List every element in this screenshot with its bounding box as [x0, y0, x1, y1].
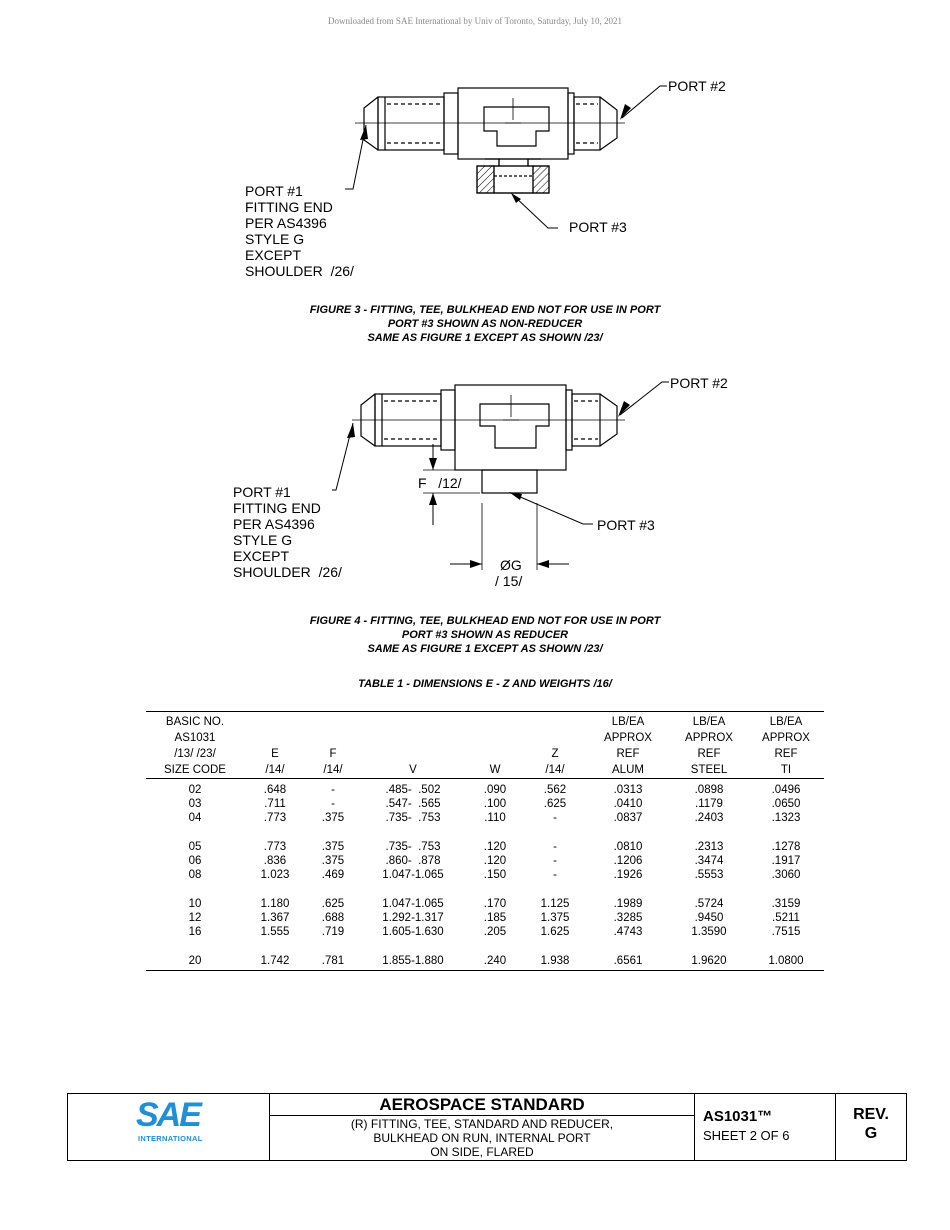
document-description: [270, 1117, 694, 1159]
table-cell: 10: [188, 898, 202, 910]
table-cell: .836: [263, 855, 287, 867]
sae-logo-subtitle: INTERNATIONAL: [138, 1134, 203, 1143]
description-line: ON SIDE, FLARED: [430, 1145, 534, 1159]
table-cell: .4743: [613, 926, 643, 938]
table-cell: 1.180: [260, 898, 290, 910]
table-cell: .0837: [613, 812, 643, 824]
column-header-line: LB/EA: [611, 716, 645, 728]
column-header-line: TI: [780, 764, 792, 776]
column-header-line: STEEL: [690, 764, 728, 776]
table-cell: .5553: [694, 869, 724, 881]
table-cell: .205: [483, 926, 507, 938]
column-header-line: REF: [697, 748, 721, 760]
table-cell: 05: [188, 841, 202, 853]
table-cell: -: [553, 812, 557, 824]
table-cell: .9450: [694, 912, 724, 924]
logo-cell: [68, 1094, 270, 1160]
table-cell: .7515: [771, 926, 801, 938]
document-number-cell: [695, 1094, 836, 1160]
column-header-line: [244, 730, 306, 746]
table-cell: 1.047-1.065: [382, 869, 444, 881]
revision-label: REV.: [853, 1106, 889, 1123]
callout-line: PORT #1: [245, 183, 303, 199]
table-cell: .100: [483, 798, 507, 810]
table-cell: .170: [483, 898, 507, 910]
table-header-row: [146, 712, 824, 779]
description-cell: [270, 1094, 695, 1160]
column-header-line: F: [329, 748, 337, 760]
table-cell: .773: [263, 841, 287, 853]
table-cell: 12: [188, 912, 202, 924]
table-row: [146, 925, 824, 939]
table-cell: .5724: [694, 898, 724, 910]
table-cell: .1989: [613, 898, 643, 910]
callout-line: SHOULDER /26/: [245, 263, 354, 279]
column-header: [670, 712, 748, 779]
table-cell: .6561: [586, 939, 670, 971]
column-header-line: REF: [616, 748, 640, 760]
table-row: [146, 939, 824, 971]
column-header-line: /13/ /23/: [174, 748, 216, 760]
table-cell: .1179: [695, 798, 723, 810]
table-cell: .1926: [613, 869, 643, 881]
table-cell: .375: [321, 812, 345, 824]
table-cell: .3285: [613, 912, 643, 924]
callout-line: STYLE G: [233, 532, 293, 548]
table-row: [146, 825, 824, 854]
table-cell: 1.855-1.880: [360, 939, 466, 971]
column-header-line: [466, 730, 524, 746]
column-header-line: APPROX: [685, 732, 733, 744]
column-header-line: APPROX: [762, 732, 810, 744]
description-line: (R) FITTING, TEE, STANDARD AND REDUCER,: [350, 1117, 614, 1131]
table-cell: 1.625: [540, 926, 570, 938]
table-cell: .0496: [771, 784, 801, 796]
table-cell: 1.605-1.630: [382, 926, 444, 938]
document-number: AS1031™: [703, 1108, 773, 1125]
table-cell: -: [331, 798, 335, 810]
table-cell: 1.367: [260, 912, 290, 924]
table-cell: .485- .502: [385, 784, 441, 796]
column-header: [360, 712, 466, 779]
sae-logo: SAE: [136, 1096, 200, 1134]
column-header-line: LB/EA: [692, 716, 726, 728]
table-cell: 1.125: [540, 898, 570, 910]
table-cell: .735- .753: [385, 812, 441, 824]
table-cell: .2313: [694, 841, 724, 853]
table-cell: 1.292-1.317: [382, 912, 444, 924]
column-header-line: SIZE CODE: [164, 764, 226, 776]
figure-4-port-3-label: PORT #3: [597, 517, 655, 533]
table-cell: .0898: [694, 784, 724, 796]
table-cell: .625: [543, 798, 567, 810]
table-cell: -: [553, 841, 557, 853]
table-cell: 06: [188, 855, 202, 867]
table-cell: .240: [466, 939, 524, 971]
table-cell: .375: [321, 841, 345, 853]
table-cell: .781: [306, 939, 360, 971]
table-row: [146, 911, 824, 925]
table-cell: 16: [188, 926, 202, 938]
column-header-line: [466, 746, 524, 762]
caption-line: FIGURE 4 - FITTING, TEE, BULKHEAD END NOT FOR USE IN PORT: [309, 615, 661, 627]
column-header-line: Z: [551, 748, 559, 760]
table-cell: .110: [484, 812, 506, 824]
column-header-line: [244, 714, 306, 730]
table-cell: .1206: [613, 855, 643, 867]
caption-line: PORT #3 SHOWN AS NON-REDUCER: [387, 318, 583, 330]
table-cell: .773: [263, 812, 287, 824]
sheet-number: SHEET 2 OF 6: [703, 1128, 790, 1143]
table-cell: 1.0800: [748, 939, 824, 971]
column-header: [748, 712, 824, 779]
table-cell: -: [553, 869, 557, 881]
table-row: [146, 779, 824, 798]
table-cell: 1.555: [260, 926, 290, 938]
table-cell: 20: [146, 939, 244, 971]
table-cell: .860- .878: [385, 855, 441, 867]
caption-line: SAME AS FIGURE 1 EXCEPT AS SHOWN /23/: [367, 643, 603, 655]
column-header: [146, 712, 244, 779]
callout-line: EXCEPT: [233, 548, 290, 564]
table-cell: .688: [321, 912, 345, 924]
column-header: [306, 712, 360, 779]
column-header-line: [306, 730, 360, 746]
table-cell: .3474: [694, 855, 724, 867]
table-cell: .3060: [771, 869, 801, 881]
table-row: [146, 811, 824, 825]
dimensions-table: [146, 711, 824, 971]
figure-3-port-3-label: PORT #3: [569, 219, 627, 235]
column-header-line: /14/: [545, 764, 565, 776]
column-header-line: LB/EA: [769, 716, 803, 728]
download-notice: Downloaded from SAE International by Univ of Toronto, Saturday, July 10, 2021: [327, 16, 623, 26]
callout-line: PORT #1: [233, 484, 291, 500]
callout-line: PER AS4396: [245, 215, 327, 231]
column-header: [466, 712, 524, 779]
table-cell: 1.023: [260, 869, 290, 881]
table-cell: .5211: [772, 912, 800, 924]
column-header-line: [466, 714, 524, 730]
table-title: TABLE 1 - DIMENSIONS E - Z AND WEIGHTS /16/: [358, 678, 612, 690]
column-header-line: [360, 746, 466, 762]
column-header: [586, 712, 670, 779]
table-cell: .2403: [694, 812, 724, 824]
column-header-line: ALUM: [612, 764, 644, 776]
table-row: [146, 882, 824, 911]
column-header-line: E: [271, 748, 279, 760]
revision-value: G: [864, 1125, 878, 1142]
dimension-g-note: / 15/: [495, 573, 523, 589]
column-header-line: /14/: [265, 764, 285, 776]
table-cell: 02: [188, 784, 202, 796]
column-header-line: /14/: [323, 764, 343, 776]
table-cell: 04: [188, 812, 202, 824]
table-cell: -: [553, 855, 557, 867]
table-cell: .1278: [771, 841, 801, 853]
table-cell: .150: [483, 869, 507, 881]
column-header-line: [524, 714, 586, 730]
table-row: [146, 797, 824, 811]
description-line: BULKHEAD ON RUN, INTERNAL PORT: [373, 1131, 591, 1145]
column-header-line: APPROX: [604, 732, 652, 744]
table-cell: 1.938: [524, 939, 586, 971]
callout-line: EXCEPT: [245, 247, 302, 263]
dimension-f-label: F /12/: [418, 475, 462, 491]
column-header-line: [306, 714, 360, 730]
column-header: [524, 712, 586, 779]
table-cell: .375: [321, 855, 345, 867]
column-header: [244, 712, 306, 779]
dimension-g-label: ØG: [500, 557, 522, 573]
table-cell: 08: [188, 869, 202, 881]
column-header-line: BASIC NO.: [165, 716, 225, 728]
figure-4-port-1-callout: [233, 484, 342, 580]
column-header-line: [360, 730, 466, 746]
table-cell: .090: [483, 784, 507, 796]
table-cell: .185: [483, 912, 507, 924]
caption-line: PORT #3 SHOWN AS REDUCER: [401, 629, 569, 641]
table-cell: .562: [543, 784, 567, 796]
figure-3-port-2-label: PORT #2: [668, 78, 726, 94]
revision-cell: [836, 1094, 906, 1160]
column-header-line: [524, 730, 586, 746]
column-header-line: AS1031: [174, 732, 216, 744]
column-header-line: [360, 714, 466, 730]
figure-4-port-2-label: PORT #2: [670, 375, 728, 391]
document-heading: AEROSPACE STANDARD: [270, 1094, 694, 1116]
table-cell: .625: [321, 898, 345, 910]
table-row: [146, 854, 824, 868]
table-cell: .120: [483, 855, 507, 867]
title-block: [67, 1093, 907, 1161]
table-cell: .735- .753: [385, 841, 441, 853]
table-cell: .1323: [771, 812, 801, 824]
callout-line: FITTING END: [233, 500, 321, 516]
table-cell: .648: [263, 784, 287, 796]
table-cell: 1.375: [540, 912, 570, 924]
table-cell: 1.3590: [691, 926, 727, 938]
table-cell: .0313: [613, 784, 643, 796]
table-cell: .0410: [613, 798, 643, 810]
column-header-line: V: [409, 764, 417, 776]
callout-line: PER AS4396: [233, 516, 315, 532]
caption-line: FIGURE 3 - FITTING, TEE, BULKHEAD END NOT FOR USE IN PORT: [309, 304, 661, 316]
table-cell: .469: [321, 869, 345, 881]
table-cell: .719: [321, 926, 345, 938]
column-header-line: REF: [774, 748, 798, 760]
caption-line: SAME AS FIGURE 1 EXCEPT AS SHOWN /23/: [367, 332, 603, 344]
table-cell: .120: [483, 841, 507, 853]
table-cell: 03: [188, 798, 202, 810]
table-cell: .0650: [771, 798, 801, 810]
table-cell: .711: [264, 798, 286, 810]
figure-4-caption: [0, 614, 950, 656]
table-cell: 1.047-1.065: [382, 898, 444, 910]
table-cell: .1917: [771, 855, 801, 867]
callout-line: SHOULDER /26/: [233, 564, 342, 580]
table-cell: -: [331, 784, 335, 796]
column-header-line: W: [489, 764, 501, 776]
table-cell: 1.742: [244, 939, 306, 971]
table-cell: .0810: [613, 841, 643, 853]
table-cell: .3159: [771, 898, 801, 910]
table-row: [146, 868, 824, 882]
callout-line: STYLE G: [245, 231, 305, 247]
table-cell: .547- .565: [385, 798, 441, 810]
callout-line: FITTING END: [245, 199, 333, 215]
table-cell: 1.9620: [670, 939, 748, 971]
